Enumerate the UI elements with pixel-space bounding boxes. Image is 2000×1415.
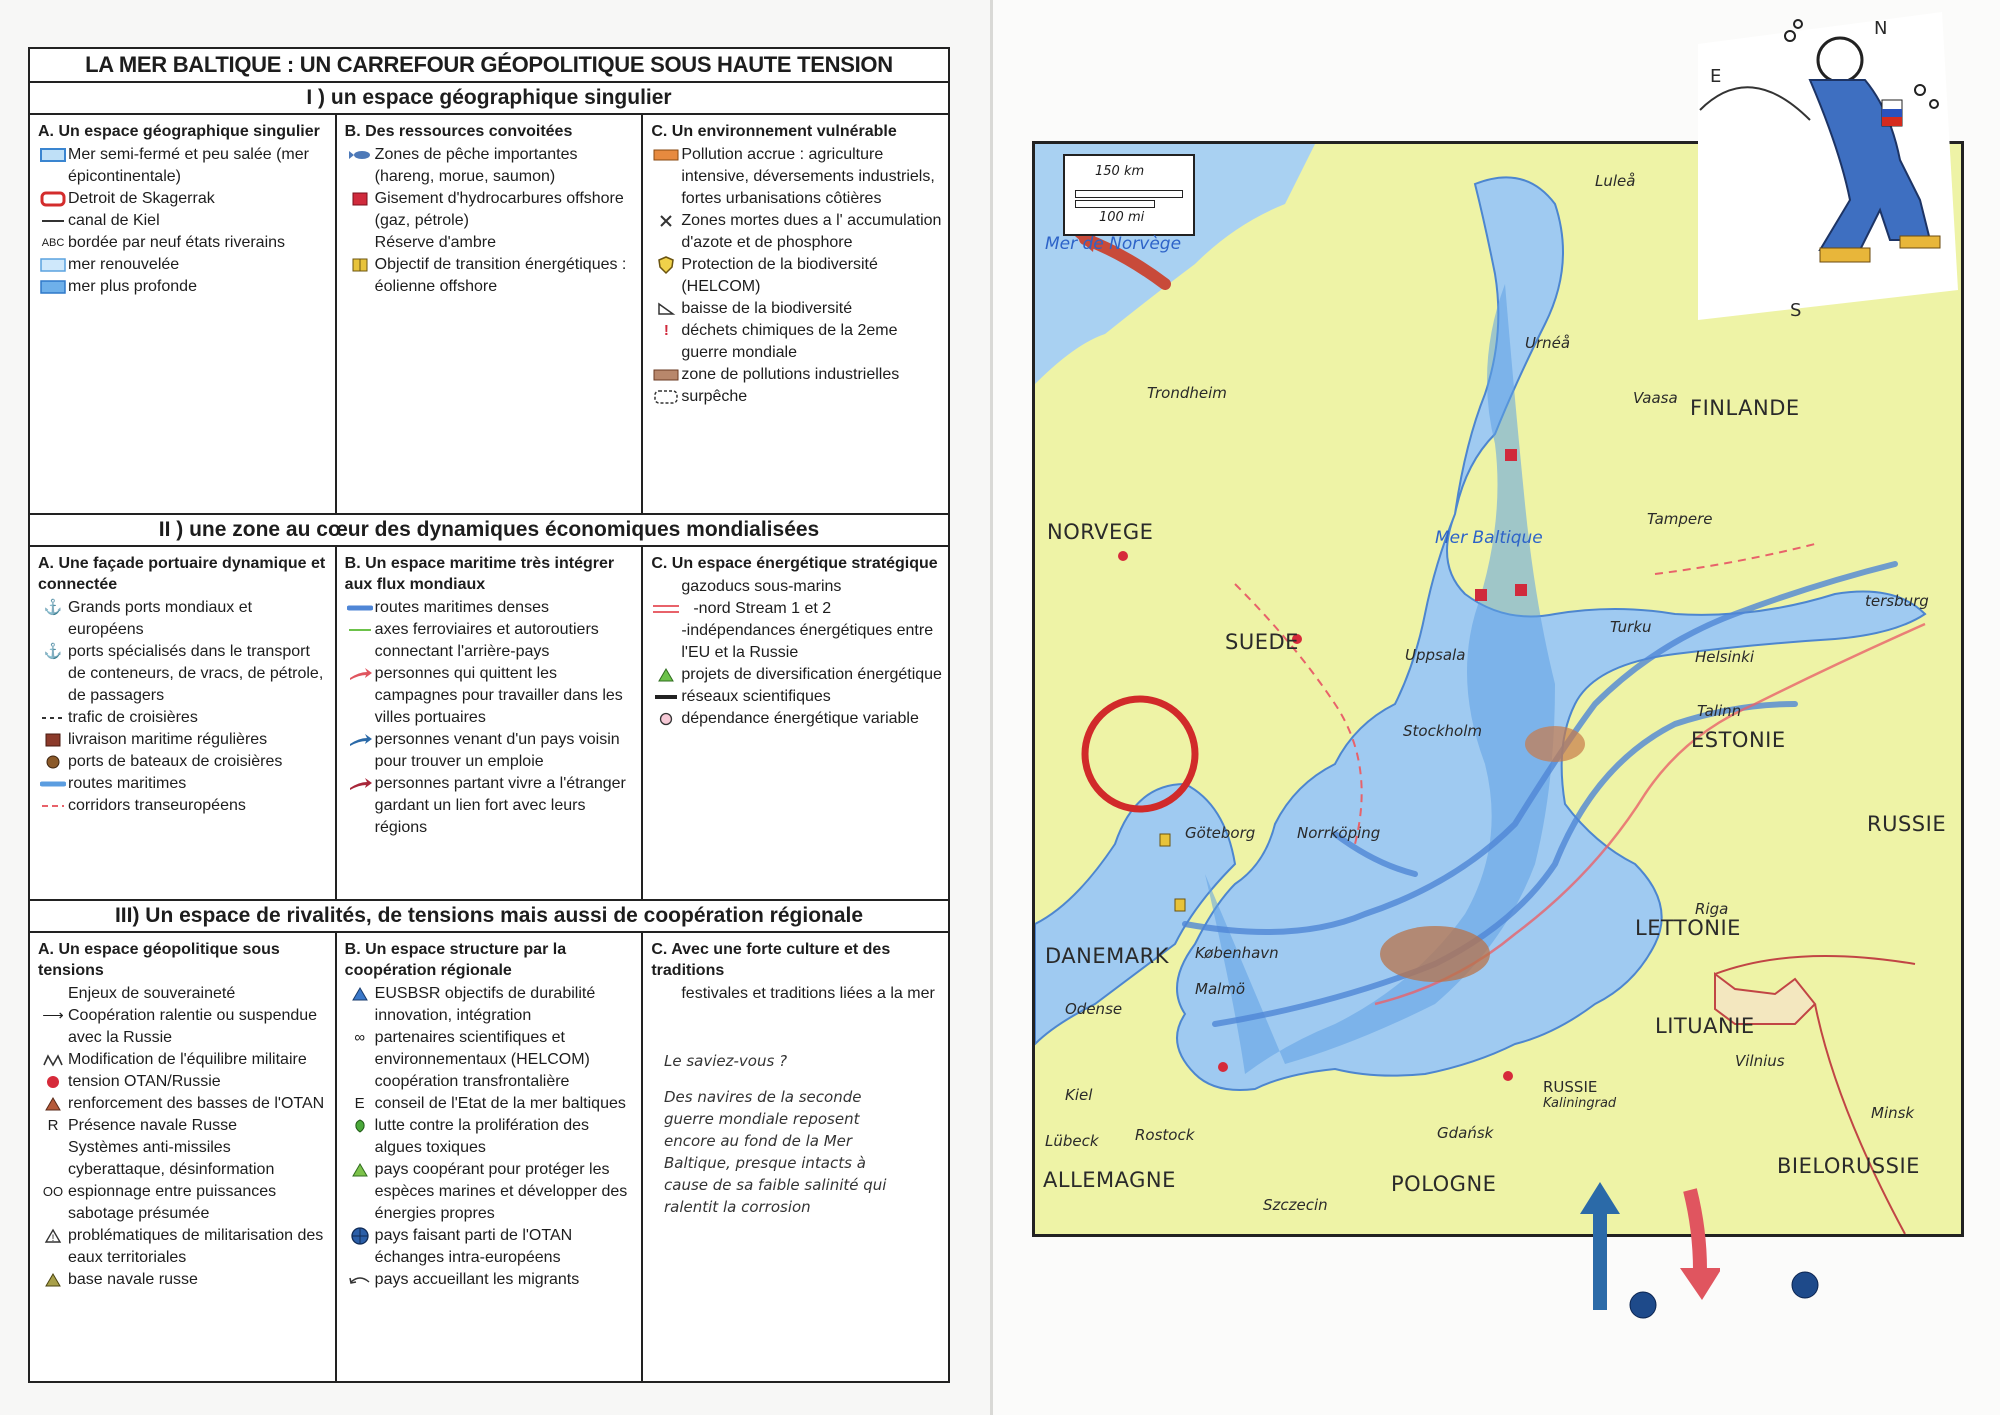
tension-dot bbox=[1218, 1062, 1228, 1072]
compass-n: N bbox=[1874, 18, 1888, 39]
pink-circle-icon bbox=[651, 708, 681, 730]
legend-item-text: conseil de l'Etat de la mer baltiques bbox=[374, 1095, 626, 1112]
legend-item bbox=[38, 210, 329, 232]
legend-item-text: sabotage présumée bbox=[68, 1205, 210, 1222]
legend-item-text: livraison maritime régulières bbox=[68, 731, 268, 748]
city-tallinn: Talinn bbox=[1697, 702, 1742, 720]
part1-row bbox=[30, 115, 948, 515]
legend-item bbox=[38, 232, 329, 254]
country-kaliningrad-line1: RUSSIE bbox=[1543, 1078, 1598, 1096]
part2-col-a-title: A. Une façade portuaire dynamique et connectée bbox=[38, 555, 326, 593]
hydrocarbon-marker bbox=[1475, 589, 1487, 601]
legend-item bbox=[345, 1247, 636, 1269]
legend-item bbox=[651, 298, 942, 320]
legend-item bbox=[345, 188, 636, 232]
legend-item bbox=[345, 1159, 636, 1225]
legend-item bbox=[38, 1115, 329, 1137]
legend-item-text: Coopération ralentie ou suspendue avec la Russie bbox=[68, 1007, 318, 1046]
city-kiel: Kiel bbox=[1065, 1086, 1093, 1104]
legend-item-text: bordée par neuf états riverains bbox=[68, 234, 286, 251]
city-norrkoping: Norrköping bbox=[1297, 824, 1381, 842]
city-lubeck: Lübeck bbox=[1045, 1132, 1099, 1150]
cruise-port-dot-icon bbox=[38, 751, 68, 773]
legend-item bbox=[38, 1181, 329, 1203]
hydrocarbon-marker bbox=[1505, 449, 1517, 461]
part1-col-c bbox=[643, 115, 948, 513]
city-gdansk: Gdańsk bbox=[1437, 1124, 1494, 1142]
legend-item bbox=[345, 663, 636, 729]
legend-item-text: base navale russe bbox=[68, 1271, 198, 1288]
legend-title: LA MER BALTIQUE : UN CARREFOUR GÉOPOLITIQUE SOUS HAUTE TENSION bbox=[30, 49, 948, 83]
decline-triangle-icon bbox=[651, 298, 681, 320]
legend-item bbox=[38, 795, 329, 817]
legend-item-text: Pollution accrue : agriculture intensive, déversements industriels, fortes urbanisations côtières bbox=[681, 146, 935, 207]
hydrocarbon-marker bbox=[1515, 584, 1527, 596]
emigration-arrow-2-head bbox=[1680, 1268, 1720, 1300]
legend-item-text: Systèmes anti-missiles bbox=[68, 1139, 231, 1156]
legend-item bbox=[38, 276, 329, 298]
industrial-zone-icon bbox=[651, 364, 681, 386]
legend-item-text: Protection de la biodiversité (HELCOM) bbox=[681, 256, 878, 295]
part1-col-b-title: B. Des ressources convoitées bbox=[344, 123, 573, 140]
diver-boot-icon bbox=[1900, 236, 1940, 248]
legend-item bbox=[38, 1093, 329, 1115]
legend-item bbox=[345, 597, 636, 619]
legend-item bbox=[345, 144, 636, 188]
eu-circle-icon bbox=[1628, 1290, 1658, 1320]
city-goteborg: Göteborg bbox=[1185, 824, 1256, 842]
dashed-line-icon bbox=[38, 707, 68, 729]
legend-item-text: projets de diversification énergétique bbox=[681, 666, 942, 683]
legend-item-text: EUSBSR objectifs de durabilité innovation, intégration bbox=[374, 985, 596, 1024]
legend-item bbox=[651, 364, 942, 386]
city-rostock: Rostock bbox=[1135, 1126, 1195, 1144]
shield-icon bbox=[651, 254, 681, 276]
city-helsinki: Helsinki bbox=[1695, 648, 1755, 666]
part3-col-c-title: C. Avec une forte culture et des traditions bbox=[651, 941, 891, 979]
page-gutter bbox=[990, 0, 993, 1415]
country-latvia: LETTONIE bbox=[1635, 916, 1741, 940]
zigzag-icon bbox=[38, 1049, 68, 1071]
city-vilnius: Vilnius bbox=[1735, 1052, 1785, 1070]
legend-item bbox=[651, 576, 942, 598]
legend-item bbox=[38, 254, 329, 276]
legend-item bbox=[651, 254, 942, 298]
legend-item bbox=[345, 1093, 636, 1115]
exclamation-icon: ! bbox=[663, 322, 669, 339]
city-minsk: Minsk bbox=[1871, 1104, 1915, 1122]
cross-icon bbox=[651, 210, 681, 232]
legend-item bbox=[38, 597, 329, 641]
green-coop-triangle-icon bbox=[345, 1159, 375, 1181]
part2-col-b bbox=[337, 547, 644, 899]
legend-item-text: zone de pollutions industrielles bbox=[681, 366, 900, 383]
part2-row bbox=[30, 547, 948, 901]
legend-item bbox=[38, 1269, 329, 1291]
legend-item bbox=[38, 707, 329, 729]
did-you-know-note bbox=[664, 1050, 914, 1218]
legend-item-text: Modification de l'équilibre militaire bbox=[68, 1051, 307, 1068]
legend-item-text: festivales et traditions liées a la mer bbox=[681, 985, 935, 1002]
sea-label-norway: Mer de Norvège bbox=[1045, 234, 1182, 254]
legend-item bbox=[651, 320, 942, 364]
legend-item-text: gazoducs sous-marins bbox=[681, 578, 842, 595]
black-bar-icon bbox=[651, 686, 681, 708]
city-kobenhavn: København bbox=[1195, 944, 1279, 962]
compass-e: E bbox=[1710, 66, 1722, 87]
sea-label-baltic: Mer Baltique bbox=[1435, 528, 1543, 548]
legend-item-text: Grands ports mondiaux et européens bbox=[68, 599, 253, 638]
emigration-arrow-2 bbox=[1690, 1190, 1700, 1270]
overfishing-dashed-icon bbox=[651, 386, 681, 408]
legend-item-text: pays faisant parti de l'OTAN bbox=[374, 1227, 573, 1244]
leaf-icon bbox=[345, 1115, 375, 1137]
legend-item bbox=[651, 620, 942, 664]
legend-item bbox=[38, 144, 329, 188]
city-odense: Odense bbox=[1065, 1000, 1123, 1018]
curved-arrow-icon bbox=[345, 1269, 375, 1291]
did-you-know-title: Le saviez-vous ? bbox=[664, 1052, 788, 1070]
red-ring-box-icon bbox=[38, 188, 68, 210]
part3-col-a-title: A. Un espace géopolitique sous tensions bbox=[38, 941, 280, 979]
part3-title: III) Un espace de rivalités, de tensions mais aussi de coopération régionale bbox=[30, 901, 948, 933]
legend-item-text: déchets chimiques de la 2eme guerre mondiale bbox=[681, 322, 898, 361]
scale-km-label: 150 km bbox=[1095, 164, 1145, 179]
part3-col-a bbox=[30, 933, 337, 1381]
tension-dot bbox=[1503, 1071, 1513, 1081]
legend-item-text: Mer semi-fermé et peu salée (mer épicontinentale) bbox=[68, 146, 309, 185]
legend-item bbox=[651, 210, 942, 254]
legend-item-text: cyberattaque, désinformation bbox=[68, 1161, 275, 1178]
legend-item-text: -nord Stream 1 et 2 bbox=[693, 600, 832, 617]
legend-item bbox=[345, 1115, 636, 1159]
legend-item bbox=[345, 983, 636, 1027]
legend-item-text: -indépendances énergétiques entre l'EU et la Russie bbox=[681, 622, 934, 661]
country-finland: FINLANDE bbox=[1690, 396, 1800, 420]
legend-item bbox=[345, 232, 636, 254]
abc-icon: ABC bbox=[41, 237, 65, 249]
green-line-icon bbox=[345, 619, 375, 641]
legend-item bbox=[38, 1005, 329, 1049]
legend-item-text: personnes partant vivre a l'étranger gardant un lien fort avec leurs régions bbox=[374, 775, 626, 836]
diver-helmet-icon bbox=[1818, 38, 1862, 82]
country-belarus: BIELORUSSIE bbox=[1777, 1154, 1920, 1178]
scale-mi-bar bbox=[1075, 200, 1155, 208]
legend-item bbox=[38, 1071, 329, 1093]
legend-item-text: réseaux scientifiques bbox=[681, 688, 831, 705]
city-stockholm: Stockholm bbox=[1403, 722, 1482, 740]
legend-item-text: Detroit de Skagerrak bbox=[68, 190, 215, 207]
country-denmark: DANEMARK bbox=[1045, 944, 1169, 968]
legend-item bbox=[38, 1137, 329, 1159]
legend-item bbox=[38, 773, 329, 795]
city-turku: Turku bbox=[1610, 618, 1652, 636]
legend-item-text: lutte contre la prolifération des algues toxiques bbox=[374, 1117, 590, 1156]
legend-item-text: Réserve d'ambre bbox=[374, 234, 496, 251]
dense-route-icon bbox=[345, 597, 375, 619]
delivery-square-icon bbox=[38, 729, 68, 751]
city-vaasa: Vaasa bbox=[1633, 389, 1678, 407]
part2-title: II ) une zone au cœur des dynamiques économiques mondialisées bbox=[30, 515, 948, 547]
fish-icon bbox=[345, 144, 375, 166]
city-umea: Urnéå bbox=[1525, 334, 1571, 352]
legend-item bbox=[38, 641, 329, 707]
scale-bar bbox=[1063, 154, 1195, 236]
diver-boot-icon bbox=[1820, 248, 1870, 262]
red-dot-icon bbox=[38, 1071, 68, 1093]
country-lithuania: LITUANIE bbox=[1655, 1014, 1755, 1038]
legend-item-text: Objectif de transition énergétiques : éolienne offshore bbox=[374, 256, 627, 295]
line-icon bbox=[38, 210, 68, 232]
sea-route-icon bbox=[38, 773, 68, 795]
part3-col-b-title: B. Un espace structure par la coopération régionale bbox=[344, 941, 567, 979]
warning-triangle-icon bbox=[38, 1225, 68, 1247]
country-kaliningrad-line2: Kaliningrad bbox=[1543, 1096, 1617, 1111]
legend-item bbox=[651, 686, 942, 708]
legend-item-text: Présence navale Russe bbox=[68, 1117, 237, 1134]
r-icon: R bbox=[47, 1117, 59, 1134]
legend-item bbox=[345, 1027, 636, 1071]
brown-triangle-icon bbox=[38, 1093, 68, 1115]
country-sweden: SUEDE bbox=[1225, 630, 1299, 654]
red-anchor-icon: ⚓ bbox=[43, 643, 63, 660]
part1-col-a-title: A. Un espace géographique singulier bbox=[38, 123, 320, 140]
legend-item-text: Enjeux de souveraineté bbox=[68, 985, 236, 1002]
scale-km-bar bbox=[1075, 190, 1183, 198]
legend-item-text: dépendance énergétique variable bbox=[681, 710, 919, 727]
city-stpetersburg: tersburg bbox=[1865, 592, 1929, 610]
legend-item bbox=[38, 1225, 329, 1269]
infinity-icon: ∞ bbox=[354, 1029, 366, 1046]
legend-item bbox=[345, 1269, 636, 1291]
country-norway: NORVEGE bbox=[1047, 520, 1154, 544]
country-estonia: ESTONIE bbox=[1691, 728, 1786, 752]
city-malmo: Malmö bbox=[1195, 980, 1246, 998]
wind-turbine-icon bbox=[345, 254, 375, 276]
pipeline-icon bbox=[651, 598, 681, 620]
legend-item-text: Zones de pêche importantes (hareng, morue, saumon) bbox=[374, 146, 578, 185]
legend-item bbox=[38, 729, 329, 751]
part2-col-a bbox=[30, 547, 337, 899]
legend-item-text: Gisement d'hydrocarbures offshore (gaz, pétrole) bbox=[374, 190, 624, 229]
legend-item-text: mer plus profonde bbox=[68, 278, 197, 295]
country-germany: ALLEMAGNE bbox=[1043, 1168, 1176, 1192]
did-you-know-text: Des navires de la seconde guerre mondiale reposent encore au fond de la Mer Baltique, presque intacts à cause de sa faible salinité qui ralentit la corrosion bbox=[664, 1088, 887, 1216]
svg-text:!: ! bbox=[51, 1233, 55, 1243]
bubble-icon bbox=[1794, 20, 1802, 28]
legend-item bbox=[345, 254, 636, 298]
hydrocarbon-square-icon bbox=[345, 188, 375, 210]
city-trondheim: Trondheim bbox=[1147, 384, 1227, 402]
legend-item bbox=[38, 1203, 329, 1225]
city-uppsala: Uppsala bbox=[1405, 646, 1466, 664]
legend-item-text: coopération transfrontalière bbox=[374, 1073, 570, 1090]
legend-item bbox=[651, 386, 942, 408]
blue-triangle-icon bbox=[345, 983, 375, 1005]
legend-item bbox=[345, 641, 636, 663]
legend-item-text: baisse de la biodiversité bbox=[681, 300, 853, 317]
wind-marker bbox=[1160, 834, 1170, 846]
legend-item-text: routes maritimes denses bbox=[374, 599, 549, 616]
legend-item bbox=[345, 619, 636, 641]
blue-arrow-icon bbox=[345, 729, 375, 751]
part1-col-a bbox=[30, 115, 337, 513]
pollution-box-icon bbox=[651, 144, 681, 166]
eu-circle-icon bbox=[1790, 1270, 1820, 1300]
part2-col-c bbox=[643, 547, 948, 899]
part3-col-b bbox=[337, 933, 644, 1381]
legend-item-text: surpêche bbox=[681, 388, 748, 405]
legend-item-text: échanges intra-européens bbox=[374, 1249, 561, 1266]
dark-red-arrow-icon bbox=[345, 773, 375, 795]
tension-dot bbox=[1118, 551, 1128, 561]
compass-s: S bbox=[1790, 300, 1802, 321]
light-blue-box-icon bbox=[38, 144, 68, 166]
nato-icon bbox=[345, 1225, 375, 1247]
country-russia: RUSSIE bbox=[1867, 812, 1947, 836]
legend-item-text: pays coopérant pour protéger les espèces marines et développer des énergies propres bbox=[374, 1161, 628, 1222]
city-riga: Riga bbox=[1695, 900, 1729, 918]
legend-item bbox=[38, 1159, 329, 1181]
arrow-right-icon: ⟶ bbox=[42, 1007, 64, 1024]
legend-item-text: problématiques de militarisation des eaux territoriales bbox=[68, 1227, 324, 1266]
legend-item-text: renforcement des basses de l'OTAN bbox=[68, 1095, 325, 1112]
legend-item-text: Zones mortes dues a l' accumulation d'azote et de phosphore bbox=[681, 212, 942, 251]
legend-item-text: pays accueillant les migrants bbox=[374, 1271, 580, 1288]
diver-drawing bbox=[1690, 0, 1960, 320]
renewed-sea-icon bbox=[38, 254, 68, 276]
olive-triangle-icon bbox=[38, 1269, 68, 1291]
part2-col-c-title: C. Un espace énergétique stratégique bbox=[651, 555, 938, 572]
legend-item bbox=[38, 188, 329, 210]
legend-item-text: connectant l'arrière-pays bbox=[374, 643, 550, 660]
legend-item-text: corridors transeuropéens bbox=[68, 797, 246, 814]
legend-item-text: trafic de croisières bbox=[68, 709, 198, 726]
legend-item-text: partenaires scientifiques et environnementaux (HELCOM) bbox=[374, 1029, 590, 1068]
legend-item-text: personnes venant d'un pays voisin pour trouver un emploie bbox=[374, 731, 620, 770]
green-triangle-icon bbox=[651, 664, 681, 686]
legend-item-text: tension OTAN/Russie bbox=[68, 1073, 221, 1090]
wind-marker bbox=[1175, 899, 1185, 911]
immigration-arrow-head bbox=[1580, 1182, 1620, 1214]
legend-item bbox=[345, 1225, 636, 1247]
deep-sea-icon bbox=[38, 276, 68, 298]
part1-col-b bbox=[337, 115, 644, 513]
legend-item bbox=[38, 751, 329, 773]
legend-item bbox=[345, 729, 636, 773]
legend-item bbox=[651, 708, 942, 730]
legend-item bbox=[345, 1071, 636, 1093]
city-szczecin: Szczecin bbox=[1263, 1196, 1328, 1214]
legend-item bbox=[651, 598, 942, 620]
legend-item bbox=[651, 983, 942, 1005]
legend-item-text: ports spécialisés dans le transport de conteneurs, de vracs, de pétrole, de passagers bbox=[68, 643, 324, 704]
legend-item-text: canal de Kiel bbox=[68, 212, 160, 229]
e-icon: E bbox=[354, 1095, 365, 1112]
legend-item bbox=[651, 144, 942, 210]
pollution-zone-2 bbox=[1525, 726, 1585, 762]
legend-item-text: ports de bateaux de croisières bbox=[68, 753, 283, 770]
legend-item-text: axes ferroviaires et autoroutiers bbox=[374, 621, 599, 638]
anchor-icon: ⚓ bbox=[43, 599, 63, 616]
legend-item bbox=[38, 1049, 329, 1071]
part1-title: I ) un espace géographique singulier bbox=[30, 83, 948, 115]
legend-item bbox=[651, 664, 942, 686]
country-poland: POLOGNE bbox=[1391, 1172, 1497, 1196]
pollution-zone bbox=[1380, 926, 1490, 982]
part1-col-c-title: C. Un environnement vulnérable bbox=[651, 123, 897, 140]
legend-item-text: mer renouvelée bbox=[68, 256, 180, 273]
legend-item bbox=[345, 773, 636, 839]
legend-item bbox=[38, 983, 329, 1005]
red-arrow-icon bbox=[345, 663, 375, 685]
scale-mi-label: 100 mi bbox=[1099, 210, 1145, 225]
red-dashed-icon bbox=[38, 795, 68, 817]
legend-item-text: personnes qui quittent les campagnes pour travailler dans les villes portuaires bbox=[374, 665, 623, 726]
legend-item-text: routes maritimes bbox=[68, 775, 187, 792]
spy-icon: OO bbox=[42, 1184, 64, 1199]
city-tampere: Tampere bbox=[1647, 510, 1713, 528]
diver-illustration bbox=[1690, 0, 1960, 320]
city-lulea: Luleå bbox=[1595, 172, 1636, 190]
legend-item-text: espionnage entre puissances bbox=[68, 1183, 277, 1200]
part2-col-b-title: B. Un espace maritime très intégrer aux flux mondiaux bbox=[344, 555, 615, 593]
